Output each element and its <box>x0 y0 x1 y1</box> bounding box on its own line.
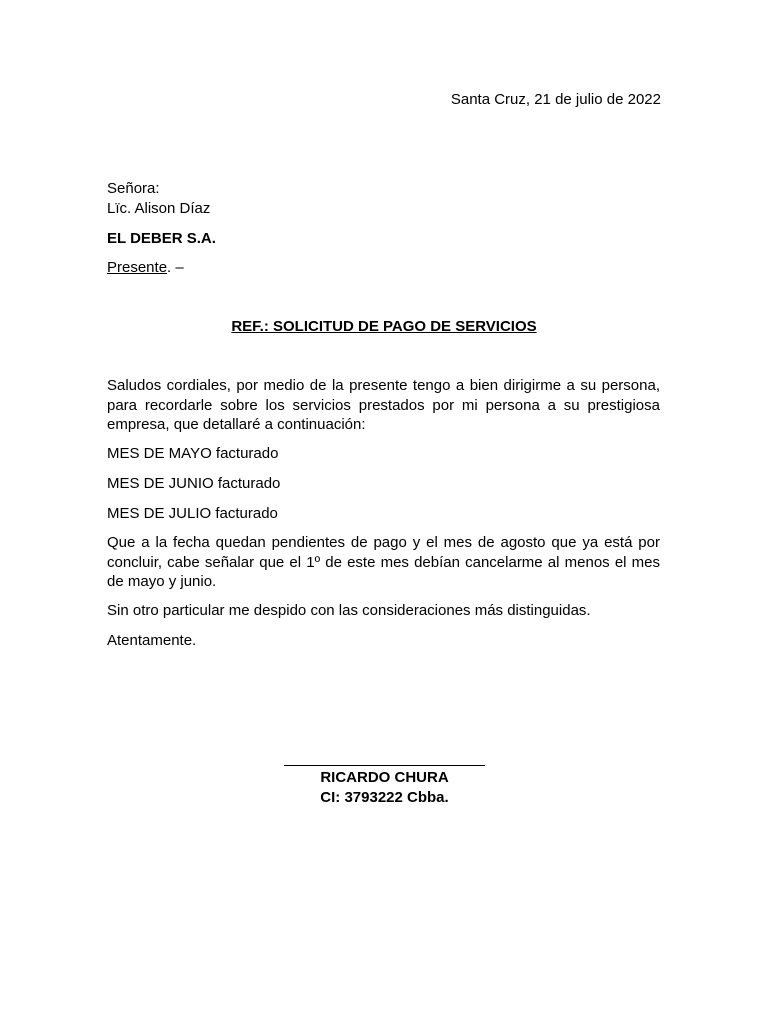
sign-off: Atentamente. <box>107 632 197 649</box>
signer-id: CI: 3793222 Cbba. <box>320 789 449 806</box>
signature-line <box>284 765 485 766</box>
month-item: MES DE JULIO facturado <box>107 505 278 522</box>
presente-line <box>107 258 184 278</box>
closing-paragraph: Sin otro particular me despido con las consideraciones más distinguidas. <box>107 602 591 619</box>
intro-paragraph: Saludos cordiales, por medio de la presente tengo a bien dirigirme a su persona, para recordarle sobre los servicios prestados por mi persona a su prestigiosa empresa, que detallaré a continuación: <box>107 377 660 433</box>
month-item: MES DE JUNIO facturado <box>107 475 281 492</box>
reference-line: REF.: SOLICITUD DE PAGO DE SERVICIOS <box>231 318 537 335</box>
company-name: EL DEBER S.A. <box>107 230 216 247</box>
salutation: Señora: <box>107 180 160 197</box>
pending-paragraph: Que a la fecha quedan pendientes de pago y el mes de agosto que ya está por concluir, cabe señalar que el 1º de este mes debían cancelarme al menos el mes de mayo y junio. <box>107 534 660 590</box>
recipient-block <box>107 179 210 219</box>
recipient-name: Lïc. Alison Díaz <box>107 200 211 217</box>
presente-word: Presente <box>107 259 168 276</box>
month-item: MES DE MAYO facturado <box>107 445 279 462</box>
presente-suffix: . – <box>167 259 184 276</box>
letter-date: Santa Cruz, 21 de julio de 2022 <box>450 91 661 108</box>
signer-name: RICARDO CHURA <box>320 769 449 786</box>
